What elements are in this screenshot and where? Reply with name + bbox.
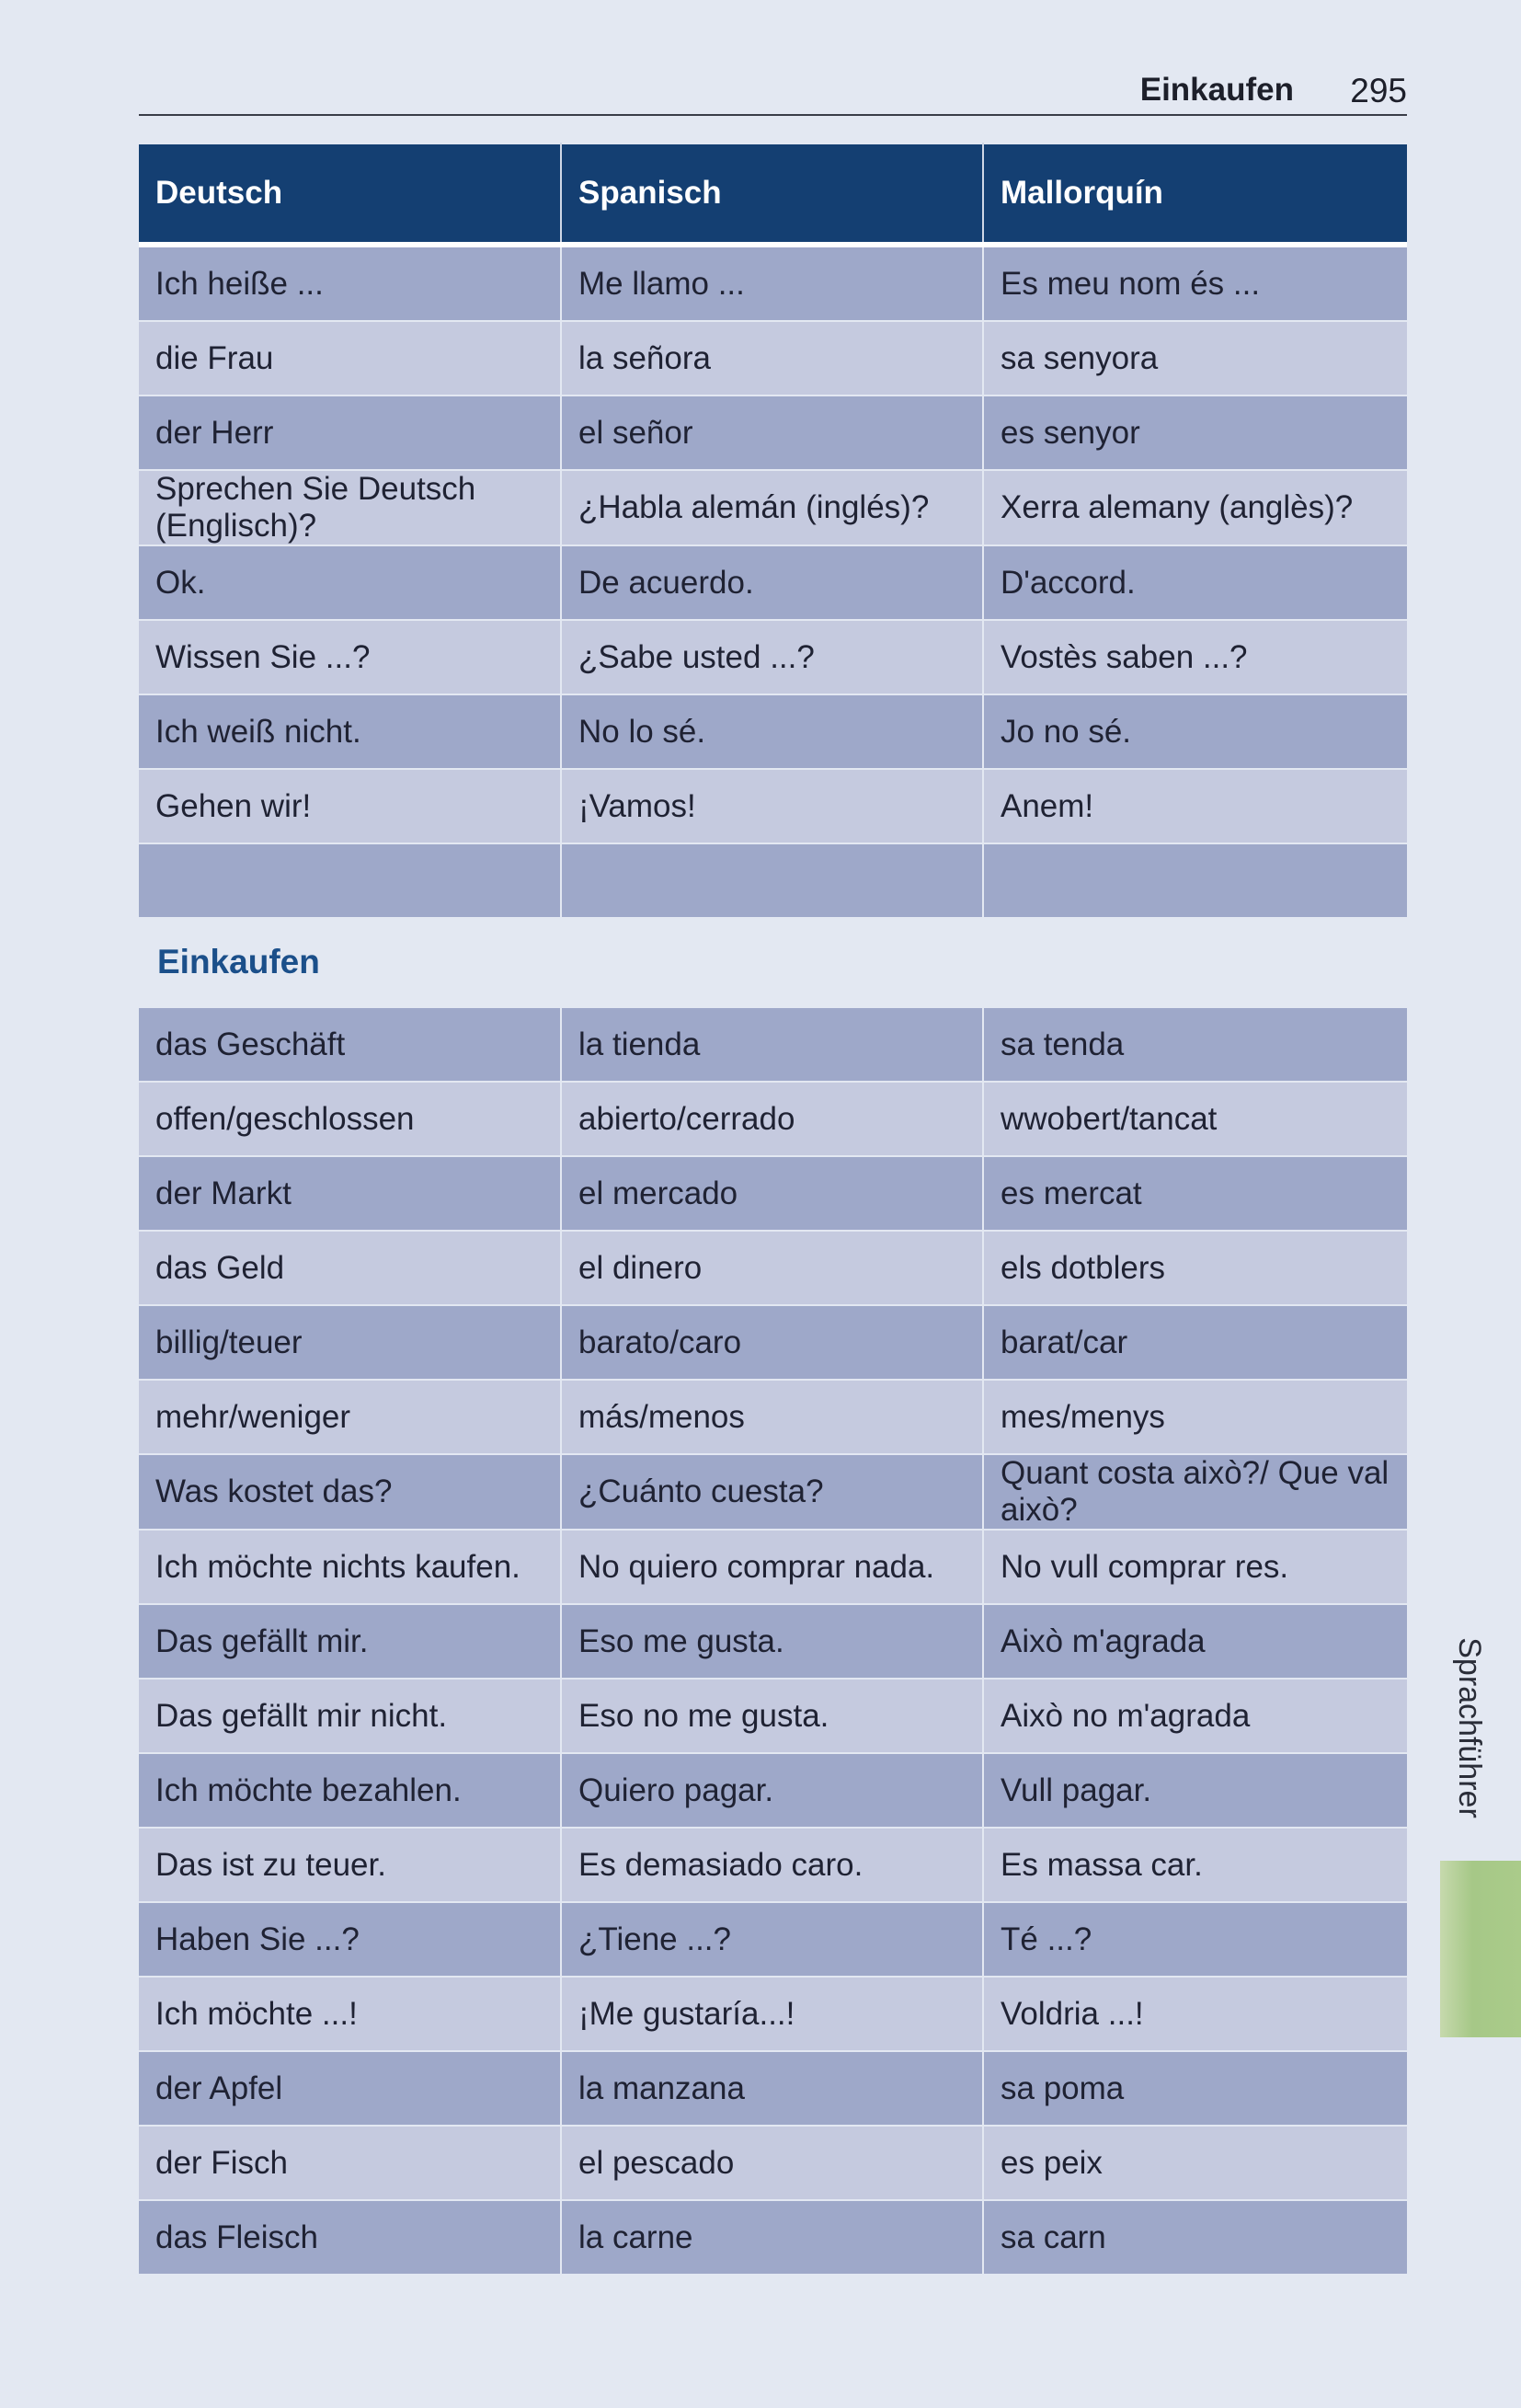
side-label xyxy=(1446,1626,1492,1829)
cell-deutsch: Gehen wir! xyxy=(139,769,561,843)
cell-spanisch: ¿Sabe usted ...? xyxy=(561,620,983,694)
table-row xyxy=(139,1753,1407,1828)
table-row xyxy=(139,843,1407,918)
cell-mallorquin: Vostès saben ...? xyxy=(983,620,1407,694)
side-label-text: Sprachführer xyxy=(1451,1636,1487,1818)
cell-spanisch: De acuerdo. xyxy=(561,545,983,620)
cell-spanisch: No lo sé. xyxy=(561,694,983,769)
table-header-row xyxy=(139,143,1407,245)
cell-mallorquin: Això no m'agrada xyxy=(983,1679,1407,1753)
section-heading: Einkaufen xyxy=(157,943,320,980)
cell-deutsch: Ich heiße ... xyxy=(139,245,561,321)
cell-mallorquin: barat/car xyxy=(983,1305,1407,1380)
cell-mallorquin: sa senyora xyxy=(983,321,1407,396)
cell-deutsch: die Frau xyxy=(139,321,561,396)
cell-mallorquin: es peix xyxy=(983,2126,1407,2200)
cell-mallorquin: sa carn xyxy=(983,2200,1407,2275)
table-row xyxy=(139,470,1407,545)
cell-mallorquin: D'accord. xyxy=(983,545,1407,620)
cell-mallorquin: Jo no sé. xyxy=(983,694,1407,769)
column-header-spanisch: Spanisch xyxy=(561,143,983,245)
cell-mallorquin: Es meu nom és ... xyxy=(983,245,1407,321)
cell-spanisch: abierto/cerrado xyxy=(561,1082,983,1156)
phrase-table-intro xyxy=(139,143,1407,919)
cell-mallorquin xyxy=(983,843,1407,918)
cell-mallorquin: Es massa car. xyxy=(983,1828,1407,1902)
cell-spanisch: el dinero xyxy=(561,1231,983,1305)
table-row xyxy=(139,1007,1407,1082)
column-header-mallorquin: Mallorquín xyxy=(983,143,1407,245)
table-row xyxy=(139,769,1407,843)
column-header-deutsch: Deutsch xyxy=(139,143,561,245)
cell-deutsch: der Herr xyxy=(139,396,561,470)
cell-deutsch: Das gefällt mir nicht. xyxy=(139,1679,561,1753)
table-body-einkaufen xyxy=(139,1007,1407,2275)
cell-deutsch: Ich weiß nicht. xyxy=(139,694,561,769)
cell-spanisch xyxy=(561,843,983,918)
table-row xyxy=(139,620,1407,694)
cell-deutsch: Ok. xyxy=(139,545,561,620)
cell-mallorquin: No vull comprar res. xyxy=(983,1530,1407,1604)
cell-mallorquin: Xerra alemany (anglès)? xyxy=(983,470,1407,545)
table-row xyxy=(139,1231,1407,1305)
cell-mallorquin: sa poma xyxy=(983,2051,1407,2126)
cell-deutsch: das Geschäft xyxy=(139,1007,561,1082)
cell-mallorquin: wwobert/tancat xyxy=(983,1082,1407,1156)
cell-deutsch: der Markt xyxy=(139,1156,561,1231)
cell-spanisch: ¿Habla alemán (inglés)? xyxy=(561,470,983,545)
cell-deutsch: Das ist zu teuer. xyxy=(139,1828,561,1902)
cell-mallorquin: es mercat xyxy=(983,1156,1407,1231)
cell-spanisch: Quiero pagar. xyxy=(561,1753,983,1828)
table-row xyxy=(139,1305,1407,1380)
cell-deutsch: das Fleisch xyxy=(139,2200,561,2275)
cell-spanisch: ¿Cuánto cuesta? xyxy=(561,1454,983,1530)
cell-deutsch: offen/geschlossen xyxy=(139,1082,561,1156)
page-number: 295 xyxy=(1350,72,1407,109)
cell-mallorquin: Té ...? xyxy=(983,1902,1407,1977)
cell-spanisch: ¿Tiene ...? xyxy=(561,1902,983,1977)
table-row xyxy=(139,1679,1407,1753)
cell-deutsch: Das gefällt mir. xyxy=(139,1604,561,1679)
cell-deutsch: Sprechen Sie Deutsch (Englisch)? xyxy=(139,470,561,545)
table-row xyxy=(139,1156,1407,1231)
phrase-table-einkaufen xyxy=(139,1006,1407,2276)
cell-spanisch: más/menos xyxy=(561,1380,983,1454)
table-row xyxy=(139,1828,1407,1902)
cell-spanisch: la manzana xyxy=(561,2051,983,2126)
cell-spanisch: Eso no me gusta. xyxy=(561,1679,983,1753)
table-row xyxy=(139,1454,1407,1530)
cell-spanisch: ¡Vamos! xyxy=(561,769,983,843)
table-row xyxy=(139,545,1407,620)
cell-deutsch: Was kostet das? xyxy=(139,1454,561,1530)
table-row xyxy=(139,1604,1407,1679)
table-row xyxy=(139,1902,1407,1977)
cell-spanisch: No quiero comprar nada. xyxy=(561,1530,983,1604)
side-tab-marker xyxy=(1440,1861,1521,2037)
cell-mallorquin: Vull pagar. xyxy=(983,1753,1407,1828)
cell-deutsch: der Apfel xyxy=(139,2051,561,2126)
cell-mallorquin: els dotblers xyxy=(983,1231,1407,1305)
table-row xyxy=(139,2200,1407,2275)
cell-spanisch: el señor xyxy=(561,396,983,470)
cell-spanisch: la carne xyxy=(561,2200,983,2275)
cell-mallorquin: es senyor xyxy=(983,396,1407,470)
cell-spanisch: la tienda xyxy=(561,1007,983,1082)
cell-deutsch: Ich möchte ...! xyxy=(139,1977,561,2051)
cell-spanisch: la señora xyxy=(561,321,983,396)
running-head-section: Einkaufen xyxy=(1139,72,1294,108)
cell-deutsch: billig/teuer xyxy=(139,1305,561,1380)
cell-deutsch: Ich möchte nichts kaufen. xyxy=(139,1530,561,1604)
table-row xyxy=(139,2051,1407,2126)
table-row xyxy=(139,1977,1407,2051)
table-row xyxy=(139,396,1407,470)
cell-spanisch: Eso me gusta. xyxy=(561,1604,983,1679)
table-body-intro xyxy=(139,245,1407,918)
table-row xyxy=(139,245,1407,321)
table-row xyxy=(139,321,1407,396)
table-row xyxy=(139,1380,1407,1454)
running-head xyxy=(139,68,1407,116)
cell-deutsch: das Geld xyxy=(139,1231,561,1305)
cell-mallorquin: Anem! xyxy=(983,769,1407,843)
cell-spanisch: ¡Me gustaría...! xyxy=(561,1977,983,2051)
cell-deutsch: Wissen Sie ...? xyxy=(139,620,561,694)
cell-spanisch: barato/caro xyxy=(561,1305,983,1380)
table-row xyxy=(139,1530,1407,1604)
cell-mallorquin: Voldria ...! xyxy=(983,1977,1407,2051)
table-row xyxy=(139,1082,1407,1156)
table-row xyxy=(139,694,1407,769)
cell-mallorquin: sa tenda xyxy=(983,1007,1407,1082)
cell-spanisch: el mercado xyxy=(561,1156,983,1231)
cell-deutsch xyxy=(139,843,561,918)
cell-deutsch: der Fisch xyxy=(139,2126,561,2200)
cell-deutsch: Ich möchte bezahlen. xyxy=(139,1753,561,1828)
cell-mallorquin: Quant costa això?/ Que val això? xyxy=(983,1454,1407,1530)
cell-mallorquin: mes/menys xyxy=(983,1380,1407,1454)
table-row xyxy=(139,2126,1407,2200)
cell-mallorquin: Això m'agrada xyxy=(983,1604,1407,1679)
cell-spanisch: Me llamo ... xyxy=(561,245,983,321)
cell-deutsch: Haben Sie ...? xyxy=(139,1902,561,1977)
cell-deutsch: mehr/weniger xyxy=(139,1380,561,1454)
cell-spanisch: el pescado xyxy=(561,2126,983,2200)
cell-spanisch: Es demasiado caro. xyxy=(561,1828,983,1902)
